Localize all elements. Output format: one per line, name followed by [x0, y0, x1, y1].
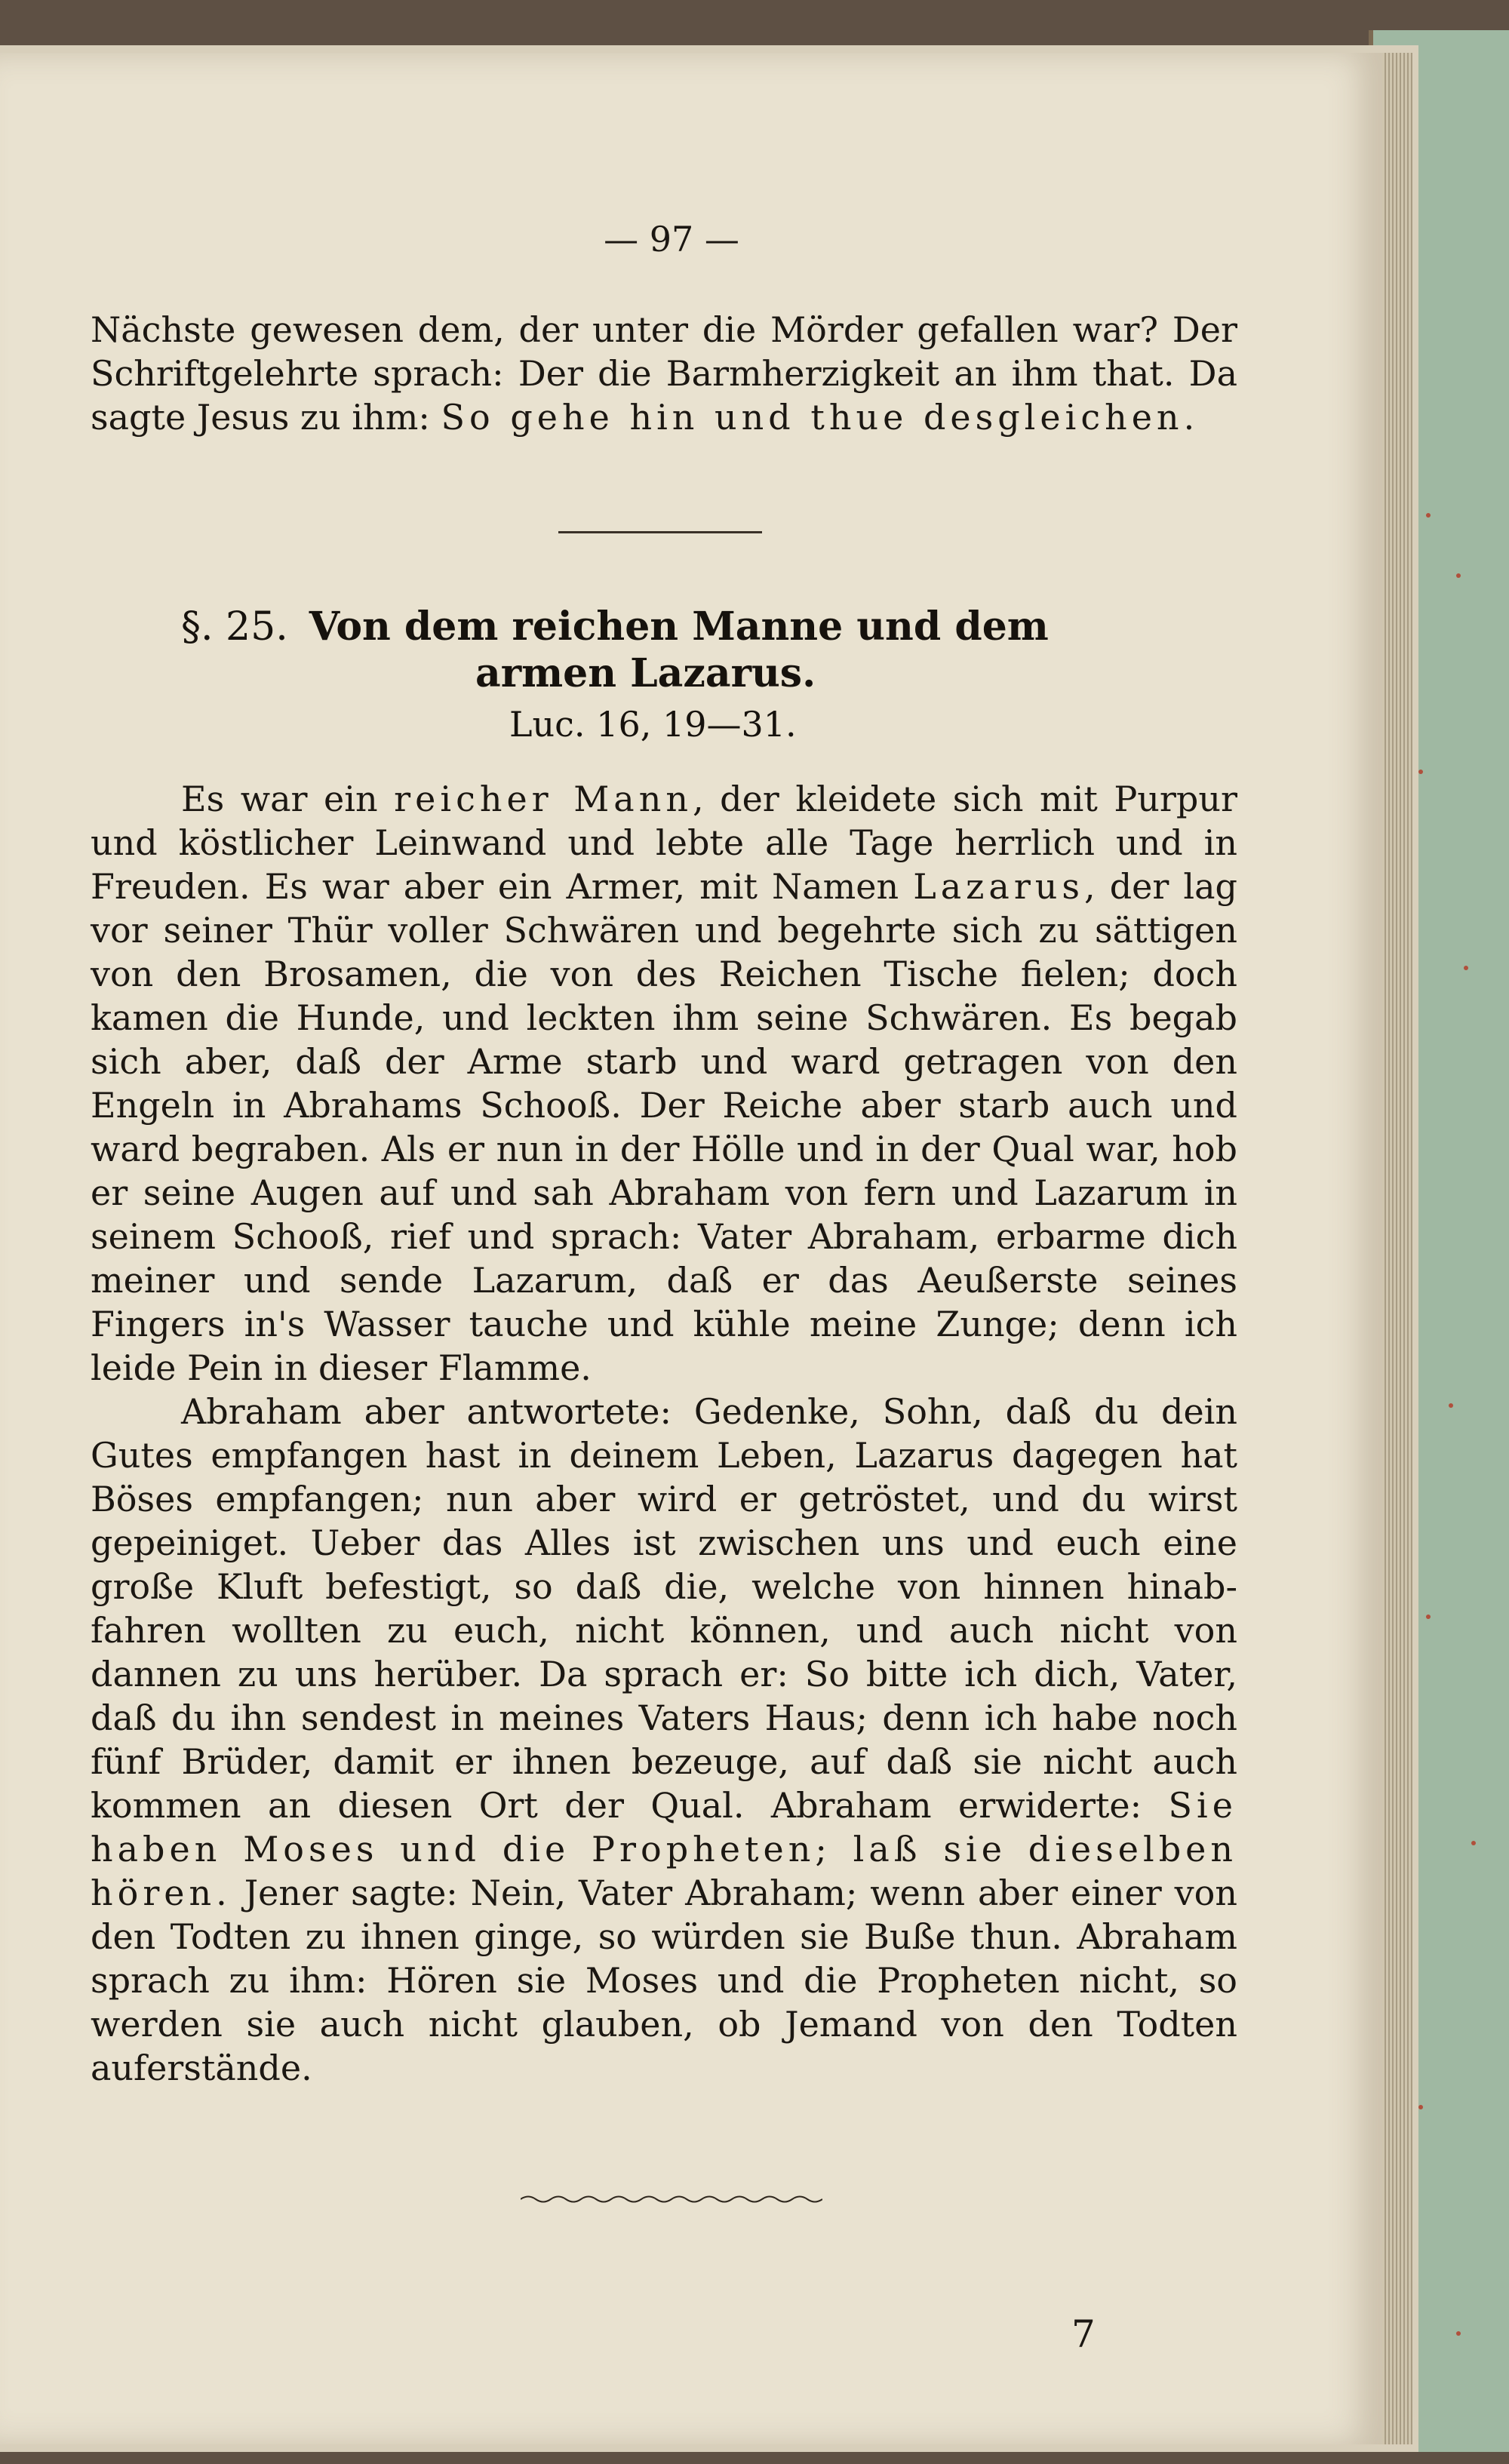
top-paragraph-text: Nächste gewesen dem, der unter die Mörder gefallen war? Der Schriftgelehrte sprach: Der die Barmherzigkeit an ihm that. Da sagte Jesus zu ihm:: [91, 309, 1237, 438]
top-paragraph: [91, 308, 1237, 439]
paragraph-2: [91, 1390, 1237, 2090]
paragraph-1: [91, 777, 1237, 1390]
book-page: [0, 53, 1382, 2444]
section-heading: [91, 604, 1237, 747]
section-title-line1: [91, 604, 1237, 650]
page-number: — 97 —: [604, 219, 739, 260]
top-paragraph-emphasis: So gehe hin und thue desgleichen.: [441, 397, 1200, 438]
body-text: [91, 777, 1237, 2090]
end-ornament-wavy-rule: [521, 2194, 822, 2204]
paragraph-2-text-b: Jener sagte: Nein, Vater Abraham; wenn aber einer von den Todten zu ihnen ginge, so würden sie Buße thun. Abraham sprach zu ihm: Hören sie Moses und die Propheten nicht, so werden sie auch nicht glauben, ob Jemand von den Todten auferstände.: [91, 1873, 1237, 2088]
scripture-reference: Luc. 16, 19—31.: [509, 704, 797, 745]
section-number: §. 25.: [181, 604, 288, 650]
paragraph-2-text-a: Abraham aber antwortete: Gedenke, Sohn, daß du dein Gutes empfangen hast in deinem Leben, Lazarus dagegen hat Böses empfangen; nun aber wird er getröstet, und du wirst gepeiniget. Ueber das Alles ist zwischen uns und euch eine große Kluft befestigt, so daß die, welche von hinnen hinab-fahren wollten zu euch, nicht können, und auch nicht von dannen zu uns herüber. Da sprach er: So bitte ich dich, Vater, daß du ihn sendest in meines Vaters Haus; denn ich habe noch fünf Brüder, damit er ihnen bezeuge, auf daß sie nicht auch kommen an diesen Ort der Qual. Abraham erwiderte:: [91, 1391, 1237, 1826]
paragraph-2-emphasis: Sie haben Moses und die Propheten; laß sie dieselben hören.: [91, 1785, 1237, 1913]
signature-mark: 7: [1071, 2312, 1096, 2356]
paragraph-1-emphasis-1: reicher Mann: [394, 779, 693, 819]
paragraph-1-emphasis-2: Lazarus: [913, 866, 1085, 907]
paragraph-1-text-b: , der kleidete sich mit Purpur und köstlicher Leinwand und lebte alle Tage herrlich und in Freuden. Es war aber ein Armer, mit Namen: [91, 779, 1237, 907]
section-title-line2: armen Lazarus.: [475, 650, 816, 696]
paragraph-1-text-c: , der lag vor seiner Thür voller Schwären und begehrte sich zu sättigen von den Brosamen, die von des Reichen Tische fielen; doch kamen die Hunde, und leckten ihm seine Schwären. Es begab sich aber, daß der Arme starb und ward getragen von den Engeln in Abrahams Schooß. Der Reiche aber starb auch und ward begraben. Als er nun in der Hölle und in der Qual war, hob er seine Augen auf und sah Abraham von fern und Lazarum in seinem Schooß, rief und sprach: Vater Abraham, erbarme dich meiner und sende Lazarum, daß er das Aeußerste seines Fingers in's Wasser tauche und kühle meine Zunge; denn ich leide Pein in dieser Flamme.: [91, 866, 1237, 1388]
section-divider: [558, 531, 762, 533]
section-title-part1: Von dem reichen Manne und dem: [309, 604, 1049, 650]
paragraph-1-text-a: Es war ein: [181, 779, 395, 819]
page-stack-edge: [1382, 53, 1412, 2444]
